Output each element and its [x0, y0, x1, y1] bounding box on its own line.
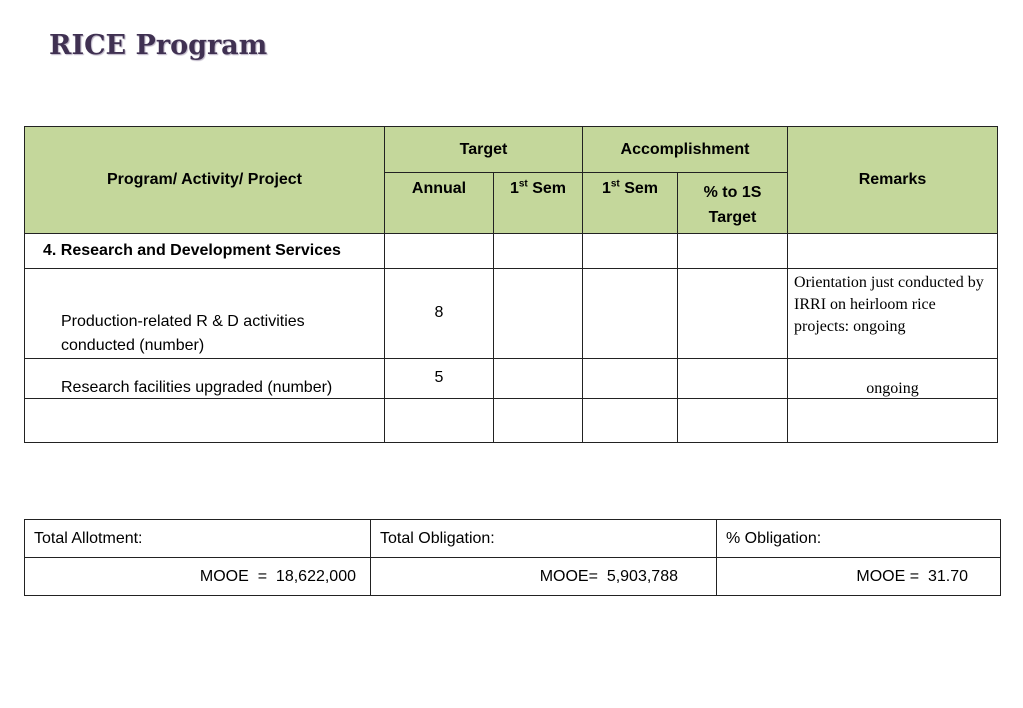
header-target: Target [385, 127, 583, 173]
section-row [25, 234, 998, 269]
header-accomplishment: Accomplishment [583, 127, 788, 173]
total-allotment-label: Total Allotment: [25, 520, 371, 558]
header-remarks: Remarks [788, 127, 998, 234]
total-allotment-value: MOOE = 18,622,000 [25, 558, 371, 596]
page-title: RICE Program [49, 30, 268, 61]
activity-cell: Production-related R & D activities conducted (number) [25, 269, 385, 359]
table-row [25, 359, 998, 399]
pct-to-target-cell [678, 359, 788, 399]
remarks-cell: Orientation just conducted by IRRI on heirloom rice projects: ongoing [788, 269, 998, 359]
remarks-cell: ongoing [788, 359, 998, 399]
pct-to-target-cell [678, 269, 788, 359]
target-1st-sem-cell [494, 359, 583, 399]
header-program: Program/ Activity/ Project [25, 127, 385, 234]
pct-obligation-label: % Obligation: [717, 520, 1001, 558]
header-accomplishment-1st-sem: 1st Sem [583, 173, 678, 234]
pct-obligation-value: MOOE = 31.70 [717, 558, 1001, 596]
activity-cell: Research facilities upgraded (number) [25, 359, 385, 399]
accomplishment-1st-sem-cell [583, 269, 678, 359]
annual-cell: 8 [385, 269, 494, 359]
table-row [25, 269, 998, 359]
header-target-1st-sem: 1st Sem [494, 173, 583, 234]
section-label: 4. Research and Development Services [25, 234, 385, 269]
header-annual: Annual [385, 173, 494, 234]
target-1st-sem-cell [494, 269, 583, 359]
program-table [24, 126, 998, 443]
totals-table [24, 519, 1001, 596]
empty-row [25, 399, 998, 443]
accomplishment-1st-sem-cell [583, 359, 678, 399]
total-obligation-label: Total Obligation: [371, 520, 717, 558]
total-obligation-value: MOOE= 5,903,788 [371, 558, 717, 596]
header-pct-to-target: % to 1S Target [678, 173, 788, 234]
annual-cell: 5 [385, 359, 494, 399]
